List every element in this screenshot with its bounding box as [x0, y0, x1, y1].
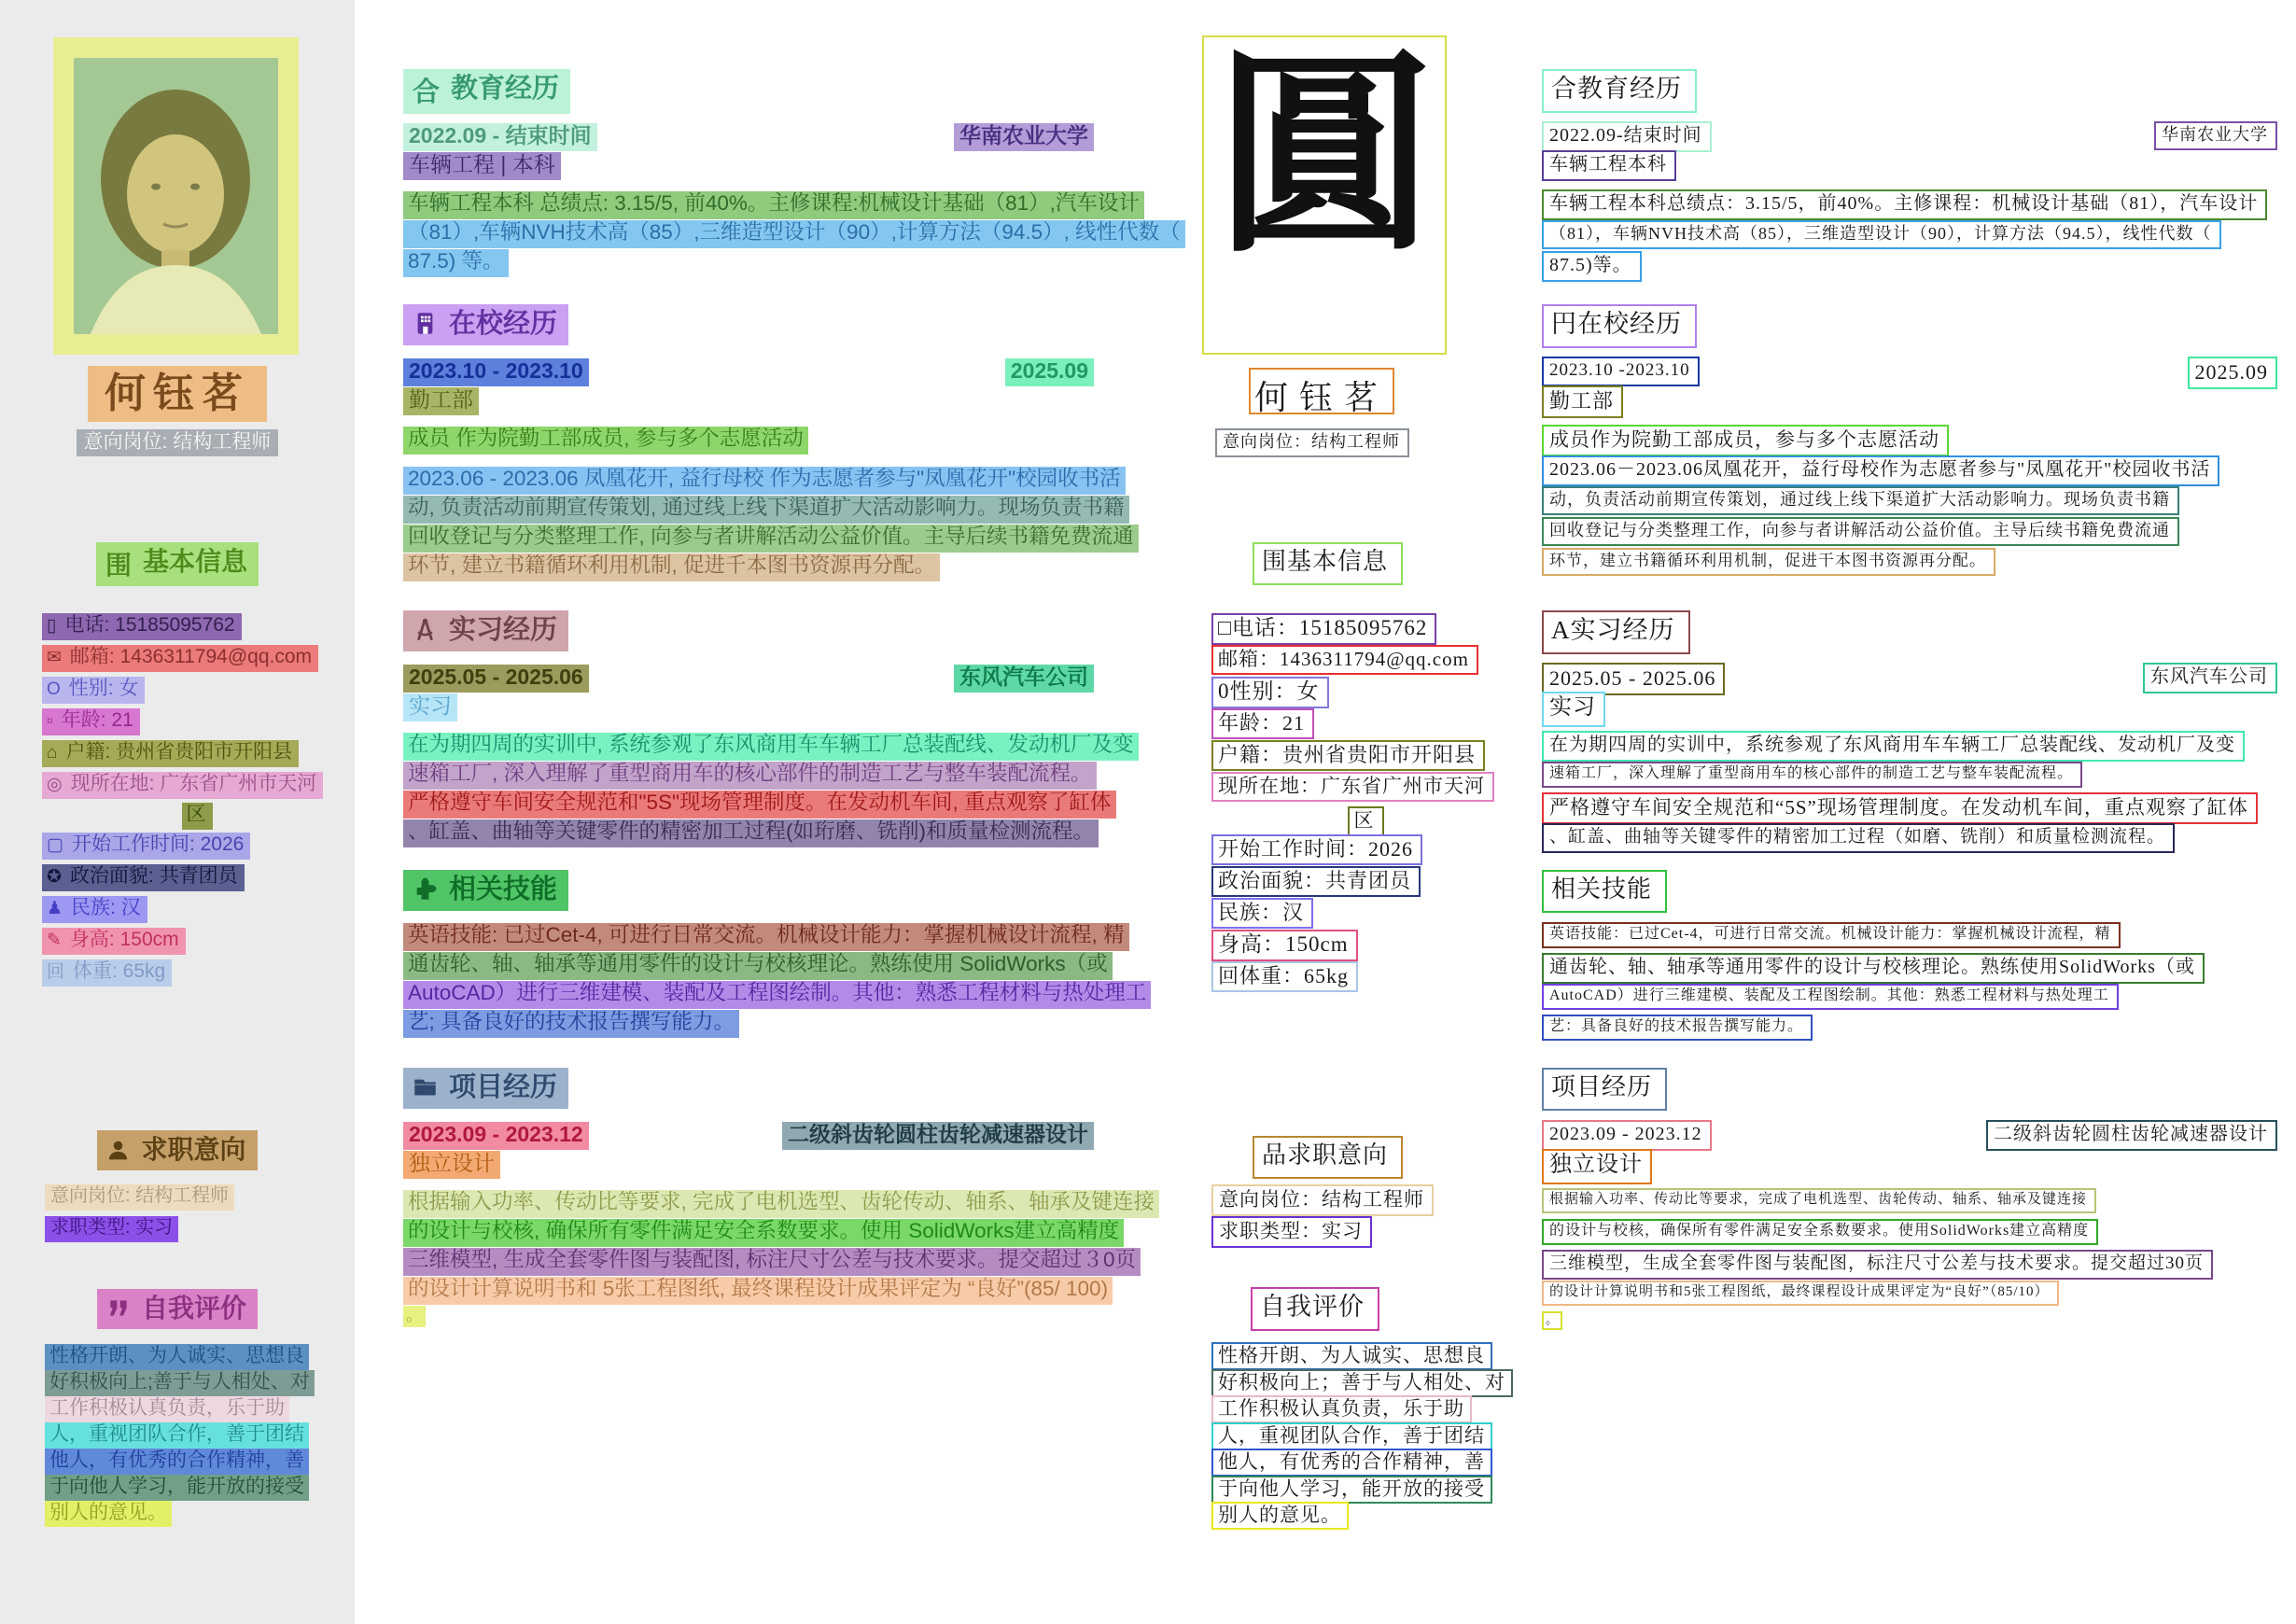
body-line-1: [1542, 189, 2277, 217]
section-title-row: [1542, 870, 2277, 911]
body-line-text: 英语技能: 已过Cet-4, 可进行日常交流。机械设计能力：掌握机械设计流程, 精: [403, 923, 1129, 951]
section-title-row: [403, 870, 1094, 911]
sub-row: [403, 387, 1094, 410]
intent-type: 求职类型: 实习: [45, 1216, 178, 1242]
info-row-gender: [1211, 677, 1519, 702]
self-eval-title: [1251, 1287, 1379, 1331]
portrait-illustration: [53, 37, 299, 355]
date-range: 2025.05 - 2025.06: [403, 665, 589, 693]
info-row-weight: [1211, 961, 1519, 987]
hukou-icon: ⌂: [47, 743, 58, 763]
candidate-name: 何钰茗: [88, 366, 267, 422]
body-line-2: [403, 762, 1094, 784]
body-line-1: [1542, 922, 2277, 950]
section-title: [403, 610, 568, 651]
job-intent-list: [45, 1184, 353, 1248]
skills-section: [403, 870, 1147, 1039]
internship-section: [1542, 610, 2277, 854]
body-line-2: [1542, 762, 2277, 790]
info-row-age: [42, 708, 352, 734]
self-eval-lines: [45, 1344, 355, 1527]
date-row: [1542, 357, 2277, 384]
self-eval-text: 人，重视团队合作，善于团结: [1211, 1422, 1492, 1450]
section-title: [97, 1289, 258, 1329]
self-eval-text: 性格开朗、为人诚实、思想良: [45, 1344, 309, 1370]
info-hukou: ⌂ 户籍: 贵州省贵阳市开阳县: [42, 740, 299, 767]
body-line-text: 根据输入功率、传动比等要求, 完成了电机选型、齿轮传动、轴系、轴承及键连接: [403, 1190, 1159, 1218]
basic-info-title: [0, 542, 355, 586]
section-title: [403, 870, 568, 911]
body-line-text: 三维模型, 生成全套零件图与装配图, 标注尺寸公差与技术要求。提交超过３0页: [403, 1248, 1141, 1276]
section-title-label: 项目经历: [449, 1072, 558, 1102]
info-row-ethnicity: [1211, 898, 1519, 923]
body-line-text: 动, 负责活动前期宣传策划, 通过线上线下渠道扩大活动影响力。现场负责书籍: [403, 496, 1129, 524]
section-title-row: [403, 1068, 1094, 1109]
basic-info-list: [1211, 613, 1519, 993]
job-intent-title: [1253, 1136, 1403, 1179]
self-eval-line-6: [45, 1475, 355, 1501]
body-line-text: 87.5)等。: [1542, 251, 1642, 282]
info-row-ethnicity: [42, 896, 352, 921]
compass-icon: [413, 617, 438, 642]
sub-label: 勤工部: [403, 387, 479, 415]
sub-row: [403, 693, 1094, 716]
section-title: [403, 1068, 568, 1109]
date-range: 2023.10 - 2023.10: [403, 358, 589, 386]
section-title: [96, 542, 259, 586]
quote-icon: [106, 1296, 131, 1321]
info-political: ✪ 政治面貌: 共青团员: [42, 864, 245, 891]
body-line-text: 环节，建立书籍循环利用机制，促进干本图书资源再分配。: [1542, 548, 1995, 576]
location-icon: ◎: [47, 775, 63, 794]
body-line-4: [1542, 1281, 2277, 1309]
self-eval-text: 于向他人学习，能开放的接受: [45, 1475, 309, 1501]
self-eval-line-7: [45, 1501, 355, 1527]
body-line-3: [1542, 792, 2277, 820]
body-line-text: 在为期四周的实训中，系统参观了东风商用车车辆工厂总装配线、发动机厂及变: [1542, 731, 2245, 762]
age-icon: ▫: [47, 711, 53, 731]
info-row-political: [1211, 866, 1519, 891]
info-phone: ▯ 电话: 15185095762: [42, 613, 242, 640]
body-line-text: 成员作为院勤工部成员，参与多个志愿活动: [1542, 425, 1949, 456]
info-age: ▫ 年龄: 21: [42, 708, 140, 735]
intent-row: [0, 429, 355, 456]
info-work-start: ▢ 开始工作时间: 2026: [42, 833, 250, 860]
body-line-1: [403, 427, 1094, 449]
body-line-text: 速箱工厂，深入理解了重型商用车的核心部件的制造工艺与整车装配流程。: [1542, 762, 2082, 788]
body-line-text: 动，负责活动前期宣传策划，通过线上线下渠道扩大活动影响力。现场负责书籍: [1542, 486, 2179, 515]
info-height: 身高：150cm: [1211, 930, 1358, 961]
job-row-intent-position: [45, 1184, 353, 1207]
body-line-1: [1542, 1188, 2277, 1216]
body-line-text: 艺：具备良好的技术报告撰写能力。: [1542, 1015, 1813, 1041]
body-line-text: 、缸盖、曲轴等关键零件的精密加工过程(如珩磨、铣削)和质量检测流程。: [403, 819, 1099, 847]
body-line-1: [403, 1190, 1155, 1213]
body-line-3: [403, 981, 1147, 1004]
sub-label: 独立设计: [1542, 1149, 1652, 1184]
political-icon: ✪: [47, 867, 62, 887]
profile-photo: [53, 37, 299, 355]
education-section: [1542, 69, 2277, 282]
info-row-phone: [42, 613, 352, 638]
body-line-3: [1542, 251, 2277, 279]
info-row-political: [42, 864, 352, 889]
body-line-2: [403, 220, 1181, 244]
self-eval-text: 他人，有优秀的合作精神，善: [45, 1449, 309, 1475]
body-line-3: [1542, 984, 2277, 1012]
body-line-text: 严格遵守车间安全规范和“5S”现场管理制度。在发动机车间，重点观察了缸体: [1542, 792, 2258, 824]
self-eval-text: 工作积极认真负责，乐于助: [45, 1396, 289, 1422]
body-line-2: [1542, 455, 2277, 483]
section-title-row: [1542, 610, 2277, 651]
body-line-text: 2023.06－2023.06凤凰花开，益行母校作为志愿者参与"凤凰花开"校园收书活: [1542, 455, 2219, 486]
self-eval-line-5: [1211, 1449, 1529, 1476]
section-title-label: 教育经历: [451, 74, 560, 104]
body-line-1: [403, 733, 1134, 756]
body-line-1: [403, 923, 1125, 946]
body-line-4: [403, 1010, 1094, 1032]
project-section: [1542, 1068, 2277, 1330]
body-line-text: 回收登记与分类整理工作, 向参与者讲解活动公益价值。主导后续书籍免费流通: [403, 525, 1139, 553]
self-eval-line-4: [1211, 1422, 1529, 1449]
trailing-period-text: 。: [1542, 1311, 1562, 1330]
info-row-weight: [42, 959, 352, 985]
info-row-email: [42, 645, 352, 670]
intent-position: 意向岗位：结构工程师: [1211, 1184, 1434, 1216]
section-title-row: [1542, 1068, 2277, 1109]
section-title: 相关技能: [1542, 870, 1667, 913]
sub-label: 勤工部: [1542, 385, 1623, 418]
info-ethnicity: ♟ 民族: 汉: [42, 896, 147, 923]
info-work-start: 开始工作时间：2026: [1211, 834, 1422, 865]
skills-section: [1542, 870, 2277, 1045]
date-range: 2022.09 - 结束时间: [403, 123, 597, 151]
self-eval-line-3: [1211, 1395, 1529, 1422]
info-email: 邮箱：1436311794@qq.com: [1211, 645, 1478, 675]
date-row: [403, 1122, 1094, 1144]
info-gender: O 性别: 女: [42, 677, 145, 704]
person-icon: [106, 1139, 130, 1162]
date-range: 2023.09 - 2023.12: [403, 1122, 589, 1150]
info-row-gender: [42, 677, 352, 702]
section-title-row: [403, 610, 1094, 651]
section-title-row: [403, 69, 1094, 110]
self-eval-text: 人，重视团队合作，善于团结: [45, 1422, 309, 1449]
self-eval-lines: [1211, 1342, 1529, 1529]
body-line-text: 车辆工程本科 总绩点: 3.15/5, 前40%。主修课程:机械设计基础（81）,汽车设计: [403, 191, 1144, 219]
sub-row: [403, 1151, 1094, 1173]
info-political: 政治面貌：共青团员: [1211, 866, 1421, 897]
info-hukou: 户籍：贵州省贵阳市开阳县: [1211, 740, 1485, 771]
self-eval-line-5: [45, 1449, 355, 1475]
section-title-label: 求职意向: [141, 1135, 246, 1164]
info-location-wrap-text: 区: [182, 803, 213, 830]
body-line-text: （81），车辆NVH技术高（85），三维造型设计（90），计算方法（94.5），线性代数（: [1542, 220, 2221, 249]
body-line-text: （81）,车辆NVH技术高（85）,三维造型设计（90）,计算方法（94.5）, 线性代数（: [403, 220, 1185, 248]
internship-section: [403, 610, 1134, 848]
info-location: 现所在地：广东省广州市天河: [1211, 772, 1494, 802]
body-line-text: 的设计与校核, 确保所有零件满足安全系数要求。使用 SolidWorks建立高精度: [403, 1219, 1124, 1247]
body-line-text: 的设计计算说明书和 5张工程图纸, 最终课程设计成果评定为 “良好”(85/ 100): [403, 1277, 1113, 1305]
body-line-4: [1542, 823, 2277, 851]
basic-info-list: [42, 613, 352, 991]
self-eval-line-6: [1211, 1476, 1529, 1503]
body-line-text: AutoCAD）进行三维建模、装配及工程图绘制。其他：熟悉工程材料与热处理工: [403, 981, 1151, 1009]
self-eval-line-3: [45, 1396, 355, 1422]
intent-type: 求职类型：实习: [1211, 1216, 1372, 1248]
body-line-text: 的设计计算说明书和5张工程图纸，最终课程设计成果评定为“良好”（85/10）: [1542, 1281, 2059, 1306]
self-eval-line-1: [1211, 1342, 1529, 1369]
body-line-4: [403, 525, 1134, 548]
body-line-text: 根据输入功率、传动比等要求，完成了电机选型、齿轮传动、轴系、轴承及键连接: [1542, 1188, 2096, 1213]
body-line-text: 速箱工厂, 深入理解了重型商用车的核心部件的制造工艺与整车装配流程。: [403, 762, 1097, 790]
self-eval-text: 好积极向上；善于与人相处、对: [1211, 1369, 1513, 1397]
body-line-5: [1542, 548, 2277, 576]
candidate-name-row: [0, 366, 355, 422]
info-gender: 0性别：女: [1211, 677, 1329, 708]
section-title: [403, 304, 568, 345]
self-eval-text: 他人，有优秀的合作精神，善: [1211, 1449, 1492, 1477]
org-name: 东风汽车公司: [954, 665, 1094, 693]
info-row-email: [1211, 645, 1519, 670]
info-ethnicity: 民族：汉: [1211, 898, 1313, 929]
info-email: ✉ 邮箱: 1436311794@qq.com: [42, 645, 318, 672]
work-start-icon: ▢: [47, 835, 63, 855]
sub-label: 实习: [403, 693, 457, 721]
phone-icon: ▯: [47, 616, 57, 636]
weight-icon: 回: [47, 962, 65, 982]
section-title-row: [1542, 69, 2277, 110]
section-title-row: [1542, 304, 2277, 345]
sub-label: 车辆工程 | 本科: [403, 152, 561, 180]
sub-label: 车辆工程本科: [1542, 150, 1676, 181]
section-title-label: 基本信息: [143, 547, 248, 576]
photo-placeholder-glyph: 圓: [1215, 38, 1433, 278]
info-weight: 回 体重: 65kg: [42, 959, 172, 987]
body-line-text: 严格遵守车间安全规范和"5S"现场管理制度。在发动机车间, 重点观察了缸体: [403, 791, 1116, 819]
org-name: 2025.09: [1005, 358, 1094, 386]
section-title-label: 自我评价: [141, 1294, 246, 1323]
email-icon: ✉: [47, 648, 62, 667]
body-line-4: [1542, 517, 2277, 545]
body-line-text: 的设计与校核，确保所有零件满足安全系数要求。使用SolidWorks建立高精度: [1542, 1219, 2098, 1245]
body-line-2: [403, 1219, 1120, 1242]
info-row-work-start: [42, 833, 352, 858]
self-eval-text: 好积极向上;善于与人相处、对: [45, 1370, 315, 1396]
education-section: [403, 69, 1181, 278]
date-row: [403, 123, 1094, 146]
folder-icon: [413, 1074, 438, 1099]
body-line-1: [1542, 425, 2277, 453]
body-line-2: [1542, 220, 2277, 248]
info-location: ◎ 现所在地: 广东省广州市天河: [42, 772, 323, 799]
info-age: 年龄：21: [1211, 708, 1314, 739]
self-eval-line-1: [45, 1344, 355, 1370]
self-eval-text: 性格开朗、为人诚实、思想良: [1211, 1342, 1492, 1370]
date-range: 2023.09 - 2023.12: [1542, 1120, 1712, 1151]
grad-icon: 合: [413, 77, 441, 107]
self-eval-line-7: [1211, 1502, 1529, 1529]
info-row-height: [42, 928, 352, 953]
body-line-text: 通齿轮、轴、轴承等通用零件的设计与校核理论。熟练使用SolidWorks（或: [1542, 953, 2205, 984]
job-intent-list: [1211, 1184, 1519, 1248]
body-line-text: 在为期四周的实训中, 系统参观了东风商用车车辆工厂总装配线、发动机厂及变: [403, 733, 1139, 761]
self-eval-line-2: [45, 1370, 355, 1396]
intent-position-line: 意向岗位：结构工程师: [1215, 428, 1409, 457]
info-phone: □电话：15185095762: [1211, 613, 1436, 645]
org-name: 二级斜齿轮圆柱齿轮减速器设计: [1986, 1120, 2277, 1151]
info-row-height: [1211, 930, 1519, 955]
body-line-4: [1542, 1015, 2277, 1043]
sub-row: [1542, 1149, 2277, 1175]
body-line-text: 回收登记与分类整理工作，向参与者讲解活动公益价值。主导后续书籍免费流通: [1542, 517, 2179, 546]
candidate-name-box: [1249, 368, 1394, 414]
org-name: 2025.09: [2188, 357, 2278, 389]
section-title: 自我评价: [1251, 1287, 1379, 1331]
body-line-text: 87.5) 等。: [403, 249, 509, 277]
height-icon: ✎: [47, 931, 62, 950]
body-line-2: [403, 952, 1108, 975]
date-range: 2023.10 -2023.10: [1542, 357, 1700, 386]
body-line-text: 车辆工程本科总绩点：3.15/5，前40%。主修课程：机械设计基础（81），汽车设计: [1542, 189, 2267, 220]
org-name: 华南农业大学: [2154, 121, 2277, 150]
date-row: [1542, 1120, 2277, 1144]
info-row-hukou: [42, 740, 352, 765]
body-line-text: 环节, 建立书籍循环利用机制, 促进千本图书资源再分配。: [403, 553, 940, 581]
info-location-wrap: [1211, 806, 1519, 832]
date-row: [1542, 121, 2277, 146]
section-title: 円在校经历: [1542, 304, 1697, 348]
section-title-label: 在校经历: [449, 309, 558, 339]
section-title: 围基本信息: [1253, 542, 1403, 585]
date-range: 2025.05 - 2025.06: [1542, 663, 1725, 695]
body-line-1: [403, 191, 1140, 215]
photo-placeholder-box: [1202, 35, 1447, 355]
org-name: 东风汽车公司: [2143, 663, 2277, 693]
body-line-text: 2023.06 - 2023.06 凤凰花开, 益行母校 作为志愿者参与"凤凰花开"校园收书活: [403, 467, 1126, 495]
self-eval-text: 于向他人学习，能开放的接受: [1211, 1476, 1492, 1504]
section-title: A实习经历: [1542, 610, 1690, 654]
info-height: ✎ 身高: 150cm: [42, 928, 186, 955]
body-line-1: [1542, 731, 2277, 759]
info-location-wrap-text: 区: [1348, 806, 1384, 836]
org-name: 二级斜齿轮圆柱齿轮减速器设计: [782, 1122, 1094, 1150]
body-line-3: [403, 249, 1094, 272]
body-line-3: [403, 1248, 1137, 1271]
section-title: 合教育经历: [1542, 69, 1697, 113]
date-row: [1542, 663, 2277, 690]
puzzle-icon: [413, 876, 438, 902]
body-line-4: [403, 1277, 1109, 1300]
body-line-text: 成员 作为院勤工部成员, 参与多个志愿活动: [403, 427, 808, 455]
campus-section: [1542, 304, 2277, 579]
org-name: 华南农业大学: [954, 123, 1094, 151]
date-range: 2022.09-结束时间: [1542, 121, 1712, 152]
gender-icon: O: [47, 679, 61, 699]
ethnicity-icon: ♟: [47, 899, 63, 918]
info-row-age: [1211, 708, 1519, 734]
body-line-text: 英语技能：已过Cet-4，可进行日常交流。机械设计能力：掌握机械设计流程，精: [1542, 922, 2121, 948]
building-icon: [413, 311, 438, 336]
self-eval-text: 别人的意见。: [45, 1501, 172, 1527]
sub-label: 实习: [1542, 692, 1605, 727]
body-line-3: [1542, 1250, 2277, 1278]
body-line-text: 、缸盖、曲轴等关键零件的精密加工过程（如磨、铣削）和质量检测流程。: [1542, 823, 2175, 853]
trailing-period: [403, 1306, 1094, 1324]
project-section: [403, 1068, 1155, 1324]
self-eval-title: [0, 1289, 355, 1329]
candidate-name: 何钰茗: [1253, 379, 1389, 416]
trailing-period-text: 。: [403, 1306, 426, 1327]
body-line-5: [403, 553, 1094, 576]
section-title: [97, 1130, 257, 1170]
body-line-2: [1542, 953, 2277, 981]
body-line-text: 通齿轮、轴、轴承等通用零件的设计与校核理论。熟练使用 SolidWorks（或: [403, 952, 1113, 980]
info-row-location: [1211, 772, 1519, 833]
job-row-intent-type: [1211, 1216, 1519, 1240]
body-line-3: [403, 791, 1112, 814]
sub-row: [1542, 150, 2277, 176]
boxed-grid-icon: 围: [105, 551, 132, 580]
intent-position: 意向岗位: 结构工程师: [45, 1184, 234, 1211]
date-row: [403, 665, 1094, 687]
campus-section: [403, 304, 1134, 582]
body-line-text: AutoCAD）进行三维建模、装配及工程图绘制。其他：熟悉工程材料与热处理工: [1542, 984, 2119, 1010]
section-title: [403, 69, 570, 114]
self-eval-text: 别人的意见。: [1211, 1502, 1349, 1530]
date-row: [403, 358, 1094, 381]
job-intent-title: [0, 1130, 355, 1170]
body-line-text: 三维模型，生成全套零件图与装配图，标注尺寸公差与技术要求。提交超过30页: [1542, 1250, 2213, 1280]
sub-row: [1542, 385, 2277, 412]
body-line-text: 艺; 具备良好的技术报告撰写能力。: [403, 1010, 739, 1038]
self-eval-text: 工作积极认真负责，乐于助: [1211, 1395, 1472, 1423]
body-line-3: [403, 496, 1125, 519]
info-location-wrap: [42, 803, 352, 828]
section-title-label: 实习经历: [449, 615, 558, 645]
info-row-location: [42, 772, 352, 826]
intent-position-line: 意向岗位: 结构工程师: [77, 429, 279, 456]
sub-row: [403, 152, 1094, 175]
body-line-2: [403, 467, 1121, 490]
trailing-period: [1542, 1311, 2277, 1330]
section-title: 项目经历: [1542, 1068, 1667, 1111]
section-title: 品求职意向: [1253, 1136, 1403, 1179]
body-line-2: [1542, 1219, 2277, 1247]
body-line-4: [403, 819, 1094, 842]
section-title-row: [403, 304, 1094, 345]
info-weight: 回体重：65kg: [1211, 961, 1358, 992]
info-row-work-start: [1211, 834, 1519, 860]
info-row-hukou: [1211, 740, 1519, 765]
self-eval-line-2: [1211, 1369, 1529, 1396]
body-line-3: [1542, 486, 2277, 514]
sub-label: 独立设计: [403, 1151, 500, 1179]
info-row-phone: [1211, 613, 1519, 638]
section-title-label: 相关技能: [449, 875, 558, 904]
intent-box-row: [1215, 428, 1409, 457]
job-row-intent-type: [45, 1216, 353, 1239]
self-eval-line-4: [45, 1422, 355, 1449]
job-row-intent-position: [1211, 1184, 1519, 1209]
basic-info-title: [1253, 542, 1403, 585]
